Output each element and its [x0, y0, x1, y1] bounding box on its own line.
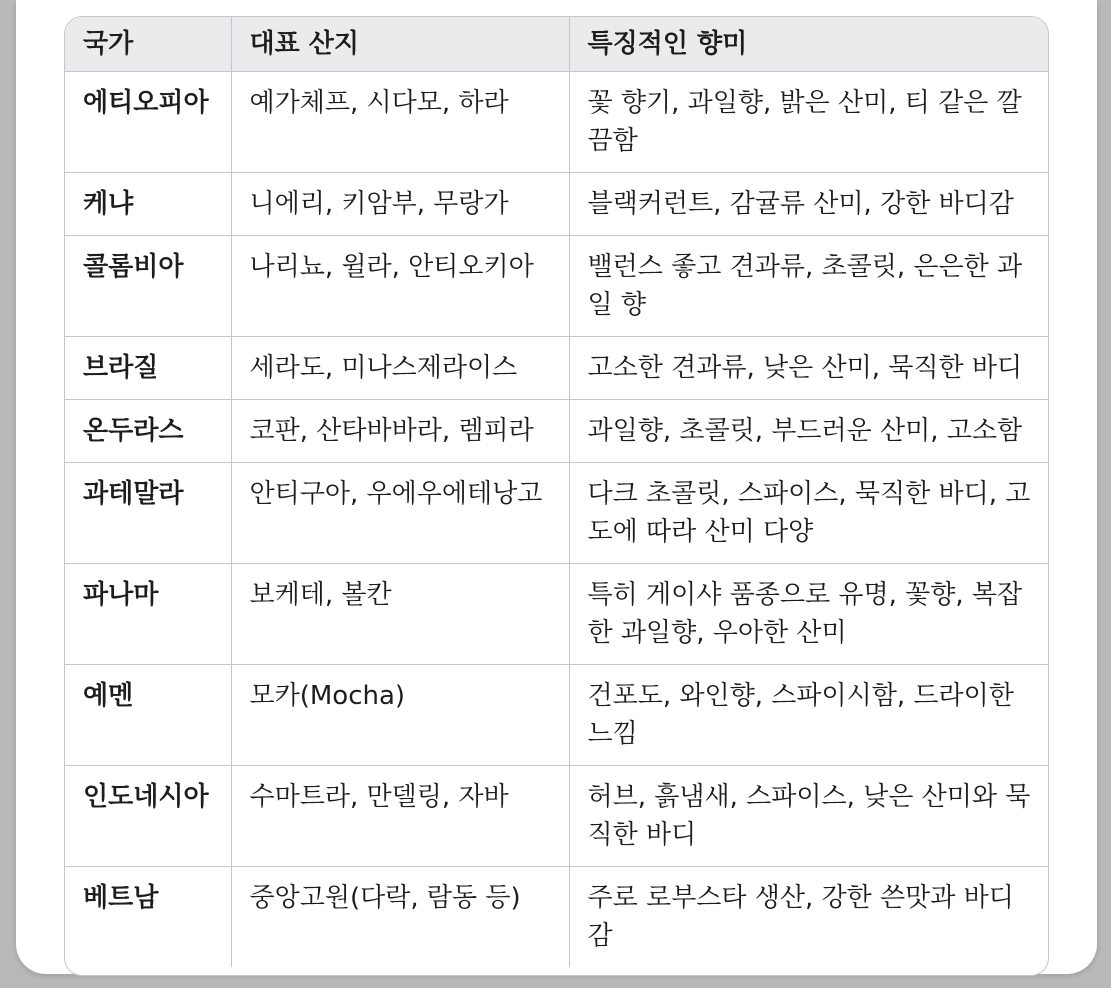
header-flavor: 특징적인 향미 [569, 17, 1048, 72]
table-row [65, 400, 1048, 463]
header-row [65, 17, 1048, 72]
table-row [65, 665, 1048, 766]
table-row [65, 337, 1048, 400]
cell-country: 에티오피아 [65, 72, 231, 173]
coffee-origin-table [64, 16, 1049, 976]
header-country: 국가 [65, 17, 231, 72]
cell-flavor: 다크 초콜릿, 스파이스, 묵직한 바디, 고도에 따라 산미 다양 [569, 463, 1048, 564]
cell-region: 코판, 산타바바라, 렘피라 [231, 400, 569, 463]
table-row [65, 867, 1048, 968]
cell-flavor: 고소한 견과류, 낮은 산미, 묵직한 바디 [569, 337, 1048, 400]
table-row [65, 463, 1048, 564]
cell-flavor: 허브, 흙냄새, 스파이스, 낮은 산미와 묵직한 바디 [569, 766, 1048, 867]
cell-flavor: 블랙커런트, 감귤류 산미, 강한 바디감 [569, 173, 1048, 236]
cell-region: 세라도, 미나스제라이스 [231, 337, 569, 400]
cell-country: 콜롬비아 [65, 236, 231, 337]
cell-region: 안티구아, 우에우에테낭고 [231, 463, 569, 564]
cell-flavor: 건포도, 와인향, 스파이시함, 드라이한 느낌 [569, 665, 1048, 766]
table-row [65, 173, 1048, 236]
cell-country: 인도네시아 [65, 766, 231, 867]
cell-region: 예가체프, 시다모, 하라 [231, 72, 569, 173]
cell-country: 예멘 [65, 665, 231, 766]
cell-country: 브라질 [65, 337, 231, 400]
content-card [16, 0, 1097, 974]
table-row [65, 766, 1048, 867]
table-body [65, 72, 1048, 968]
table-row [65, 564, 1048, 665]
cell-region: 니에리, 키암부, 무랑가 [231, 173, 569, 236]
cell-region: 나리뇨, 윌라, 안티오키아 [231, 236, 569, 337]
cell-flavor: 과일향, 초콜릿, 부드러운 산미, 고소함 [569, 400, 1048, 463]
cell-flavor: 주로 로부스타 생산, 강한 쓴맛과 바디감 [587, 883, 1014, 951]
cell-country: 베트남 [65, 867, 231, 968]
cell-flavor: 특히 게이샤 품종으로 유명, 꽃향, 복잡한 과일향, 우아한 산미 [569, 564, 1048, 665]
cell-country: 온두라스 [65, 400, 231, 463]
cell-region: 수마트라, 만델링, 자바 [231, 766, 569, 867]
cell-flavor: 꽃 향기, 과일향, 밝은 산미, 티 같은 깔끔함 [569, 72, 1048, 173]
cell-region: 중앙고원(다락, 람동 등) [231, 867, 569, 968]
cell-country: 케냐 [65, 173, 231, 236]
header-region: 대표 산지 [231, 17, 569, 72]
table-row [65, 236, 1048, 337]
table [65, 17, 1048, 967]
cell-flavor: 밸런스 좋고 견과류, 초콜릿, 은은한 과일 향 [569, 236, 1048, 337]
cell-country: 파나마 [65, 564, 231, 665]
cell-region: 보케테, 볼칸 [231, 564, 569, 665]
cell-region: 모카(Mocha) [231, 665, 569, 766]
table-row [65, 72, 1048, 173]
table-header [65, 17, 1048, 72]
cell-country: 과테말라 [65, 463, 231, 564]
